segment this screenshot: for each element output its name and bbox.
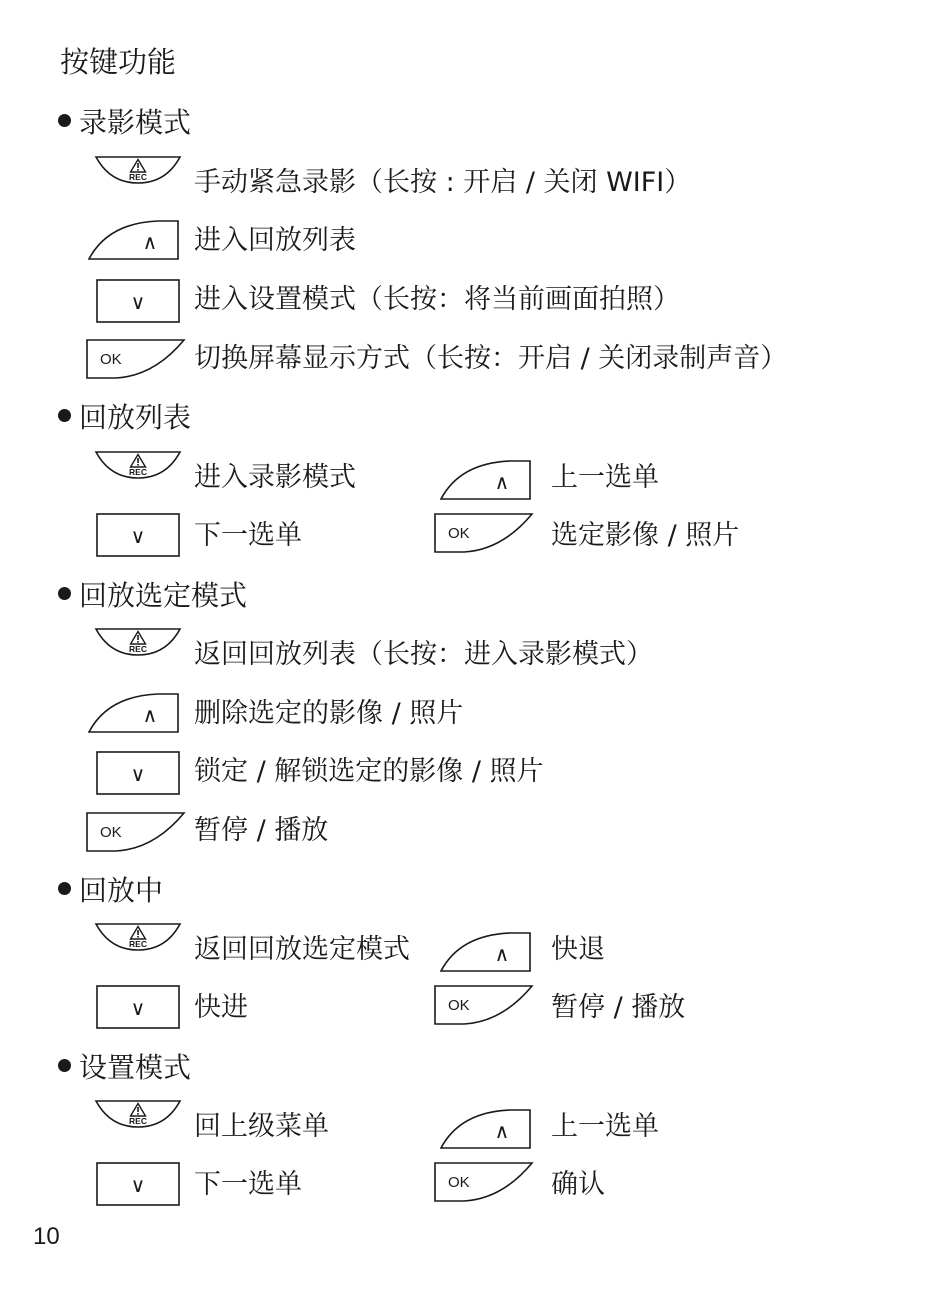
up-arrow-glyph: ∧ (142, 703, 158, 727)
down-arrow-glyph: ∨ (130, 1173, 146, 1197)
ok-button-icon (434, 508, 534, 554)
row-description: 手动紧急录影（长按 : 开启 / 关闭 WIFI） (194, 167, 692, 198)
row-description: 切换屏幕显示方式（长按：开启 / 关闭录制声音） (194, 343, 788, 374)
down-button-icon (96, 750, 188, 796)
row-description: 进入设置模式（长按：将当前画面拍照） (194, 284, 680, 315)
ok-button-icon (434, 1157, 534, 1203)
ok-icon-label: OK (448, 1174, 470, 1191)
down-arrow-glyph: ∨ (130, 290, 146, 314)
section-heading-playing (58, 872, 163, 910)
row-description: 上一选单 (551, 462, 659, 493)
row-description: 回上级菜单 (194, 1111, 329, 1142)
section-heading-label: 回放选定模式 (79, 579, 248, 612)
section-heading-playback-list (58, 399, 191, 437)
bullet-dot (58, 1059, 71, 1072)
row-description: 下一选单 (194, 520, 302, 551)
rec-button-icon (92, 920, 184, 966)
row-description: 返回回放列表（长按：进入录影模式） (194, 639, 653, 670)
ok-icon-label: OK (100, 351, 122, 368)
section-heading-label: 回放中 (79, 874, 164, 907)
row-description: 快进 (194, 992, 248, 1023)
row-description: 确认 (551, 1169, 605, 1200)
page-title: 按键功能 (60, 45, 177, 79)
row-description: 锁定 / 解锁选定的影像 / 照片 (194, 756, 544, 787)
row-description: 选定影像 / 照片 (551, 520, 740, 551)
ok-button-icon (86, 334, 186, 380)
up-button-icon (440, 1104, 532, 1150)
row-description: 下一选单 (194, 1169, 302, 1200)
up-arrow-glyph: ∧ (494, 942, 510, 966)
ok-icon-label: OK (100, 824, 122, 841)
down-button-icon (96, 1161, 188, 1207)
ok-icon-label: OK (448, 525, 470, 542)
up-button-icon (88, 215, 180, 261)
bullet-dot (58, 409, 71, 422)
rec-icon-label: REC (129, 172, 147, 182)
bullet-dot (58, 114, 71, 127)
up-button-icon (440, 455, 532, 501)
section-heading-settings-mode (58, 1049, 191, 1087)
rec-button-icon (92, 448, 184, 494)
section-heading-record-mode (58, 104, 191, 142)
rec-button-icon (92, 153, 184, 199)
section-heading-label: 设置模式 (79, 1051, 192, 1084)
row-description: 返回回放选定模式 (194, 934, 410, 965)
rec-icon-label: REC (129, 467, 147, 477)
down-button-icon (96, 512, 188, 558)
section-heading-playback-select (58, 577, 247, 615)
rec-button-icon (92, 625, 184, 671)
up-button-icon (440, 927, 532, 973)
section-heading-label: 录影模式 (79, 106, 192, 139)
row-description: 进入回放列表 (194, 225, 356, 256)
down-button-icon (96, 984, 188, 1030)
down-arrow-glyph: ∨ (130, 762, 146, 786)
row-description: 暂停 / 播放 (551, 992, 686, 1023)
row-description: 暂停 / 播放 (194, 815, 329, 846)
ok-button-icon (86, 807, 186, 853)
bullet-dot (58, 882, 71, 895)
down-arrow-glyph: ∨ (130, 524, 146, 548)
rec-icon-label: REC (129, 1116, 147, 1126)
bullet-dot (58, 587, 71, 600)
up-button-icon (88, 688, 180, 734)
row-description: 进入录影模式 (194, 462, 356, 493)
row-description: 上一选单 (551, 1111, 659, 1142)
down-arrow-glyph: ∨ (130, 996, 146, 1020)
ok-button-icon (434, 980, 534, 1026)
section-heading-label: 回放列表 (79, 401, 192, 434)
rec-button-icon (92, 1097, 184, 1143)
ok-icon-label: OK (448, 997, 470, 1014)
up-arrow-glyph: ∧ (142, 230, 158, 254)
up-arrow-glyph: ∧ (494, 470, 510, 494)
row-description: 删除选定的影像 / 照片 (194, 698, 464, 729)
up-arrow-glyph: ∧ (494, 1119, 510, 1143)
rec-icon-label: REC (129, 939, 147, 949)
page-number: 10 (33, 1223, 60, 1250)
rec-icon-label: REC (129, 644, 147, 654)
down-button-icon (96, 278, 188, 324)
row-description: 快退 (551, 934, 605, 965)
